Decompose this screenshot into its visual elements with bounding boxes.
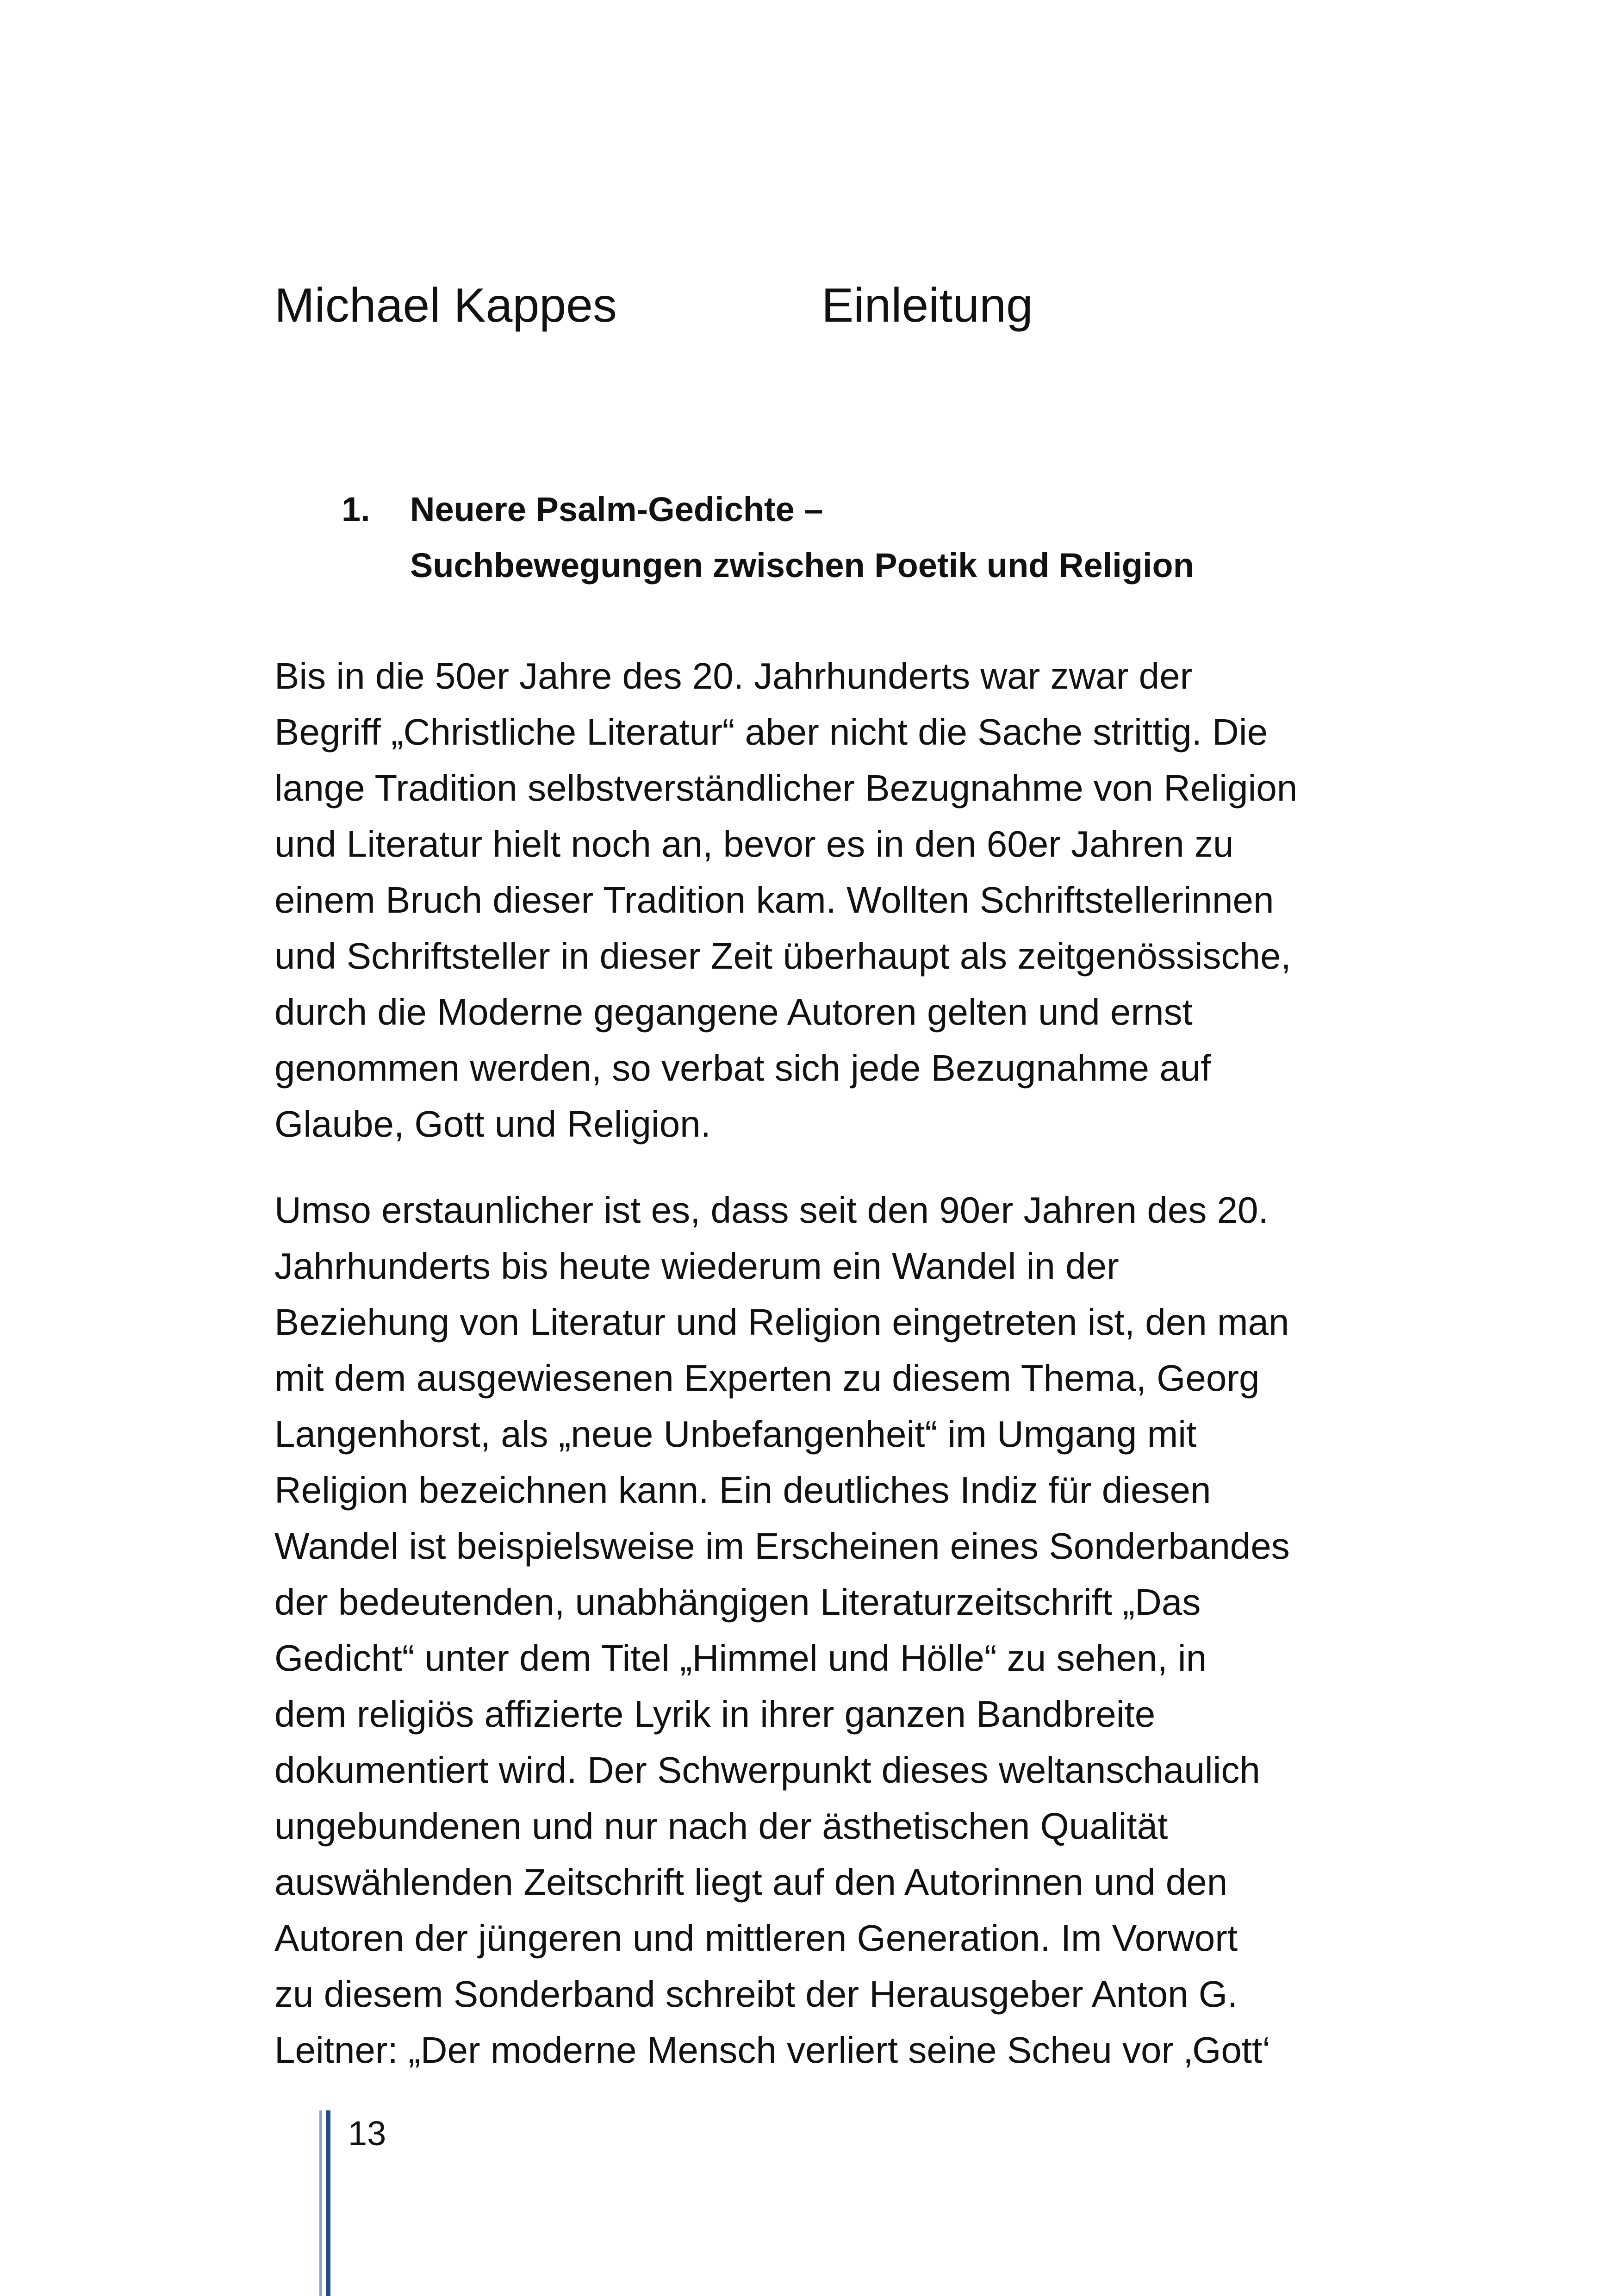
text-line: Umso erstaunlicher ist es, dass seit den 90er Jahren des 20. xyxy=(274,1189,1269,1231)
text-line: einem Bruch dieser Tradition kam. Wollten Schriftstellerinnen xyxy=(274,879,1274,921)
page-header xyxy=(274,273,1385,338)
text-line: dem religiös affizierte Lyrik in ihrer ganzen Bandbreite xyxy=(274,1693,1156,1735)
running-header-author: Michael Kappes xyxy=(274,279,617,332)
text-line: der bedeutenden, unabhängigen Literaturzeitschrift „Das xyxy=(274,1581,1201,1623)
footer-rule-dark xyxy=(326,2110,330,2296)
text-line: dokumentiert wird. Der Schwerpunkt dieses weltanschaulich xyxy=(274,1749,1260,1791)
footer-rule-light xyxy=(319,2110,322,2296)
text-line: Langenhorst, als „neue Unbefangenheit“ im Umgang mit xyxy=(274,1413,1197,1455)
text-line: Bis in die 50er Jahre des 20. Jahrhunderts war zwar der xyxy=(274,655,1193,697)
paragraph-2 xyxy=(274,1182,1385,2078)
text-line: mit dem ausgewiesenen Experten zu diesem Thema, Georg xyxy=(274,1357,1260,1399)
text-line: und Literatur hielt noch an, bevor es in den 60er Jahren zu xyxy=(274,823,1234,865)
text-line: Jahrhunderts bis heute wiederum ein Wandel in der xyxy=(274,1245,1119,1287)
section-title-line: Neuere Psalm-Gedichte – xyxy=(410,490,823,529)
section-number: 1. xyxy=(342,490,370,529)
text-line: lange Tradition selbstverständlicher Bezugnahme von Religion xyxy=(274,767,1298,809)
text-line: Gedicht“ unter dem Titel „Himmel und Hölle“ zu sehen, in xyxy=(274,1637,1207,1679)
page-footer xyxy=(319,2110,504,2296)
text-line: Leitner: „Der moderne Mensch verliert seine Scheu vor ‚Gott‘ xyxy=(274,2029,1271,2071)
text-line: Glaube, Gott und Religion. xyxy=(274,1103,711,1145)
text-line: Autoren der jüngeren und mittleren Generation. Im Vorwort xyxy=(274,1917,1238,1959)
text-line: durch die Moderne gegangene Autoren gelten und ernst xyxy=(274,991,1193,1033)
text-line: Wandel ist beispielsweise im Erscheinen eines Sonderbandes xyxy=(274,1525,1290,1567)
page-number: 13 xyxy=(348,2114,386,2153)
paragraph-1 xyxy=(274,648,1385,1152)
section-title-line: Suchbewegungen zwischen Poetik und Religion xyxy=(410,546,1194,585)
text-line: Beziehung von Literatur und Religion eingetreten ist, den man xyxy=(274,1301,1289,1343)
text-line: Religion bezeichnen kann. Ein deutliches Indiz für diesen xyxy=(274,1469,1211,1511)
text-line: ungebundenen und nur nach der ästhetischen Qualität xyxy=(274,1805,1168,1847)
text-line: und Schriftsteller in dieser Zeit überhaupt als zeitgenössische, xyxy=(274,935,1291,977)
section-title xyxy=(410,481,1405,593)
text-line: auswählenden Zeitschrift liegt auf den Autorinnen und den xyxy=(274,1861,1228,1903)
text-line: genommen werden, so verbat sich jede Bezugnahme auf xyxy=(274,1047,1211,1089)
body-text xyxy=(274,648,1385,2078)
text-line: zu diesem Sonderband schreibt der Herausgeber Anton G. xyxy=(274,1973,1238,2015)
running-header-chapter: Einleitung xyxy=(821,279,1033,332)
text-line: Begriff „Christliche Literatur“ aber nicht die Sache strittig. Die xyxy=(274,711,1268,753)
